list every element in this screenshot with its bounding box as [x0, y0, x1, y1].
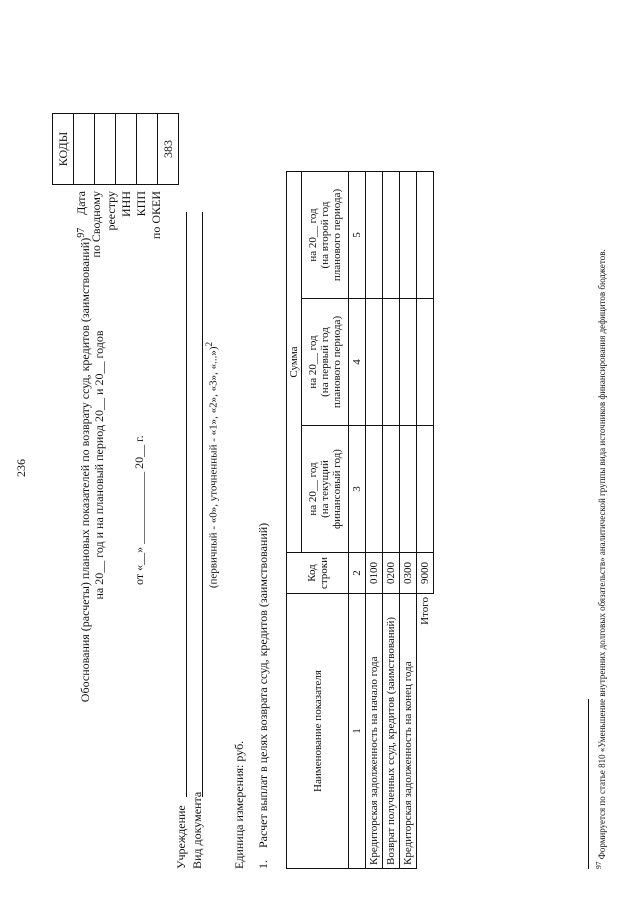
unit-of-measure: Единица измерения: руб.: [232, 740, 246, 869]
page-number: 236: [14, 459, 28, 477]
title-footnote-mark: 97: [76, 227, 87, 238]
label-kpp: КПП: [134, 191, 148, 217]
label-registry: реестру: [104, 191, 118, 231]
col-header-name: Наименование показателя: [287, 594, 349, 869]
section-number: 1.: [256, 860, 270, 869]
codes-table: [52, 113, 179, 185]
label-okei: по ОКЕИ: [149, 191, 163, 240]
doc-type-field[interactable]: [202, 212, 203, 797]
section-title: [256, 523, 271, 869]
section-title-text: Расчет выплат в целях возврата ссуд, кредитов (заимствований): [256, 522, 270, 848]
institution-label: Учреждение: [174, 805, 188, 869]
column-numbers-row: 1 2 3 4 5: [349, 172, 366, 869]
col-header-second-plan: на 20__ год (на второй год планового периода): [302, 172, 349, 299]
doc-type-hint: [204, 185, 220, 745]
code-kpp[interactable]: [137, 114, 158, 185]
label-date: Дата: [74, 191, 88, 215]
institution-field[interactable]: [186, 212, 187, 797]
col-header-sum: Сумма: [287, 172, 302, 553]
main-table: [286, 171, 434, 869]
doc-type-hint-text: (первичный - «0», уточненный - «1», «2», «3», «...»): [207, 346, 220, 589]
title-line1: Обоснования (расчеты) плановых показателей по возврату ссуд, кредитов (заимствований): [78, 237, 92, 703]
title-period: на 20__ год и на плановый период 20__ и 20__ годов: [92, 330, 106, 600]
footnote-divider: [588, 699, 589, 869]
col-header-first-plan: на 20__ год (на первый год планового периода): [302, 299, 349, 426]
label-inn: ИНН: [119, 191, 133, 217]
date-line: от «__» ____________ 20__ г.: [132, 435, 146, 585]
code-okei: 383: [158, 114, 179, 185]
table-row: Возврат полученных ссуд, кредитов (заимствований) 0200: [383, 172, 400, 869]
table-row: Кредиторская задолженность на конец года 0300: [400, 172, 417, 869]
footnote: [594, 249, 607, 869]
label-svodny: по Сводному: [89, 191, 103, 258]
footnote-mark: 97: [594, 861, 603, 869]
col-header-code: Код строки: [287, 553, 349, 594]
col-header-current: на 20__ год (на текущий финансовый год): [302, 426, 349, 553]
codes-labels: [74, 191, 164, 305]
footnote-text: Формируется по статье 810 «Уменьшение внутренних долговых обязательств» аналитической группы вида источников финансирования дефицитов бюджетов.: [597, 249, 607, 860]
code-inn[interactable]: [116, 114, 137, 185]
table-row-total: Итого 9000: [417, 172, 434, 869]
code-svodny[interactable]: [95, 114, 116, 185]
doc-type-hint-mark: 2: [204, 341, 214, 347]
doc-type-label: Вид документа: [190, 791, 204, 869]
codes-header: КОДЫ: [53, 114, 74, 185]
code-date[interactable]: [74, 114, 95, 185]
table-row: Кредиторская задолженность на начало года 0100: [366, 172, 383, 869]
